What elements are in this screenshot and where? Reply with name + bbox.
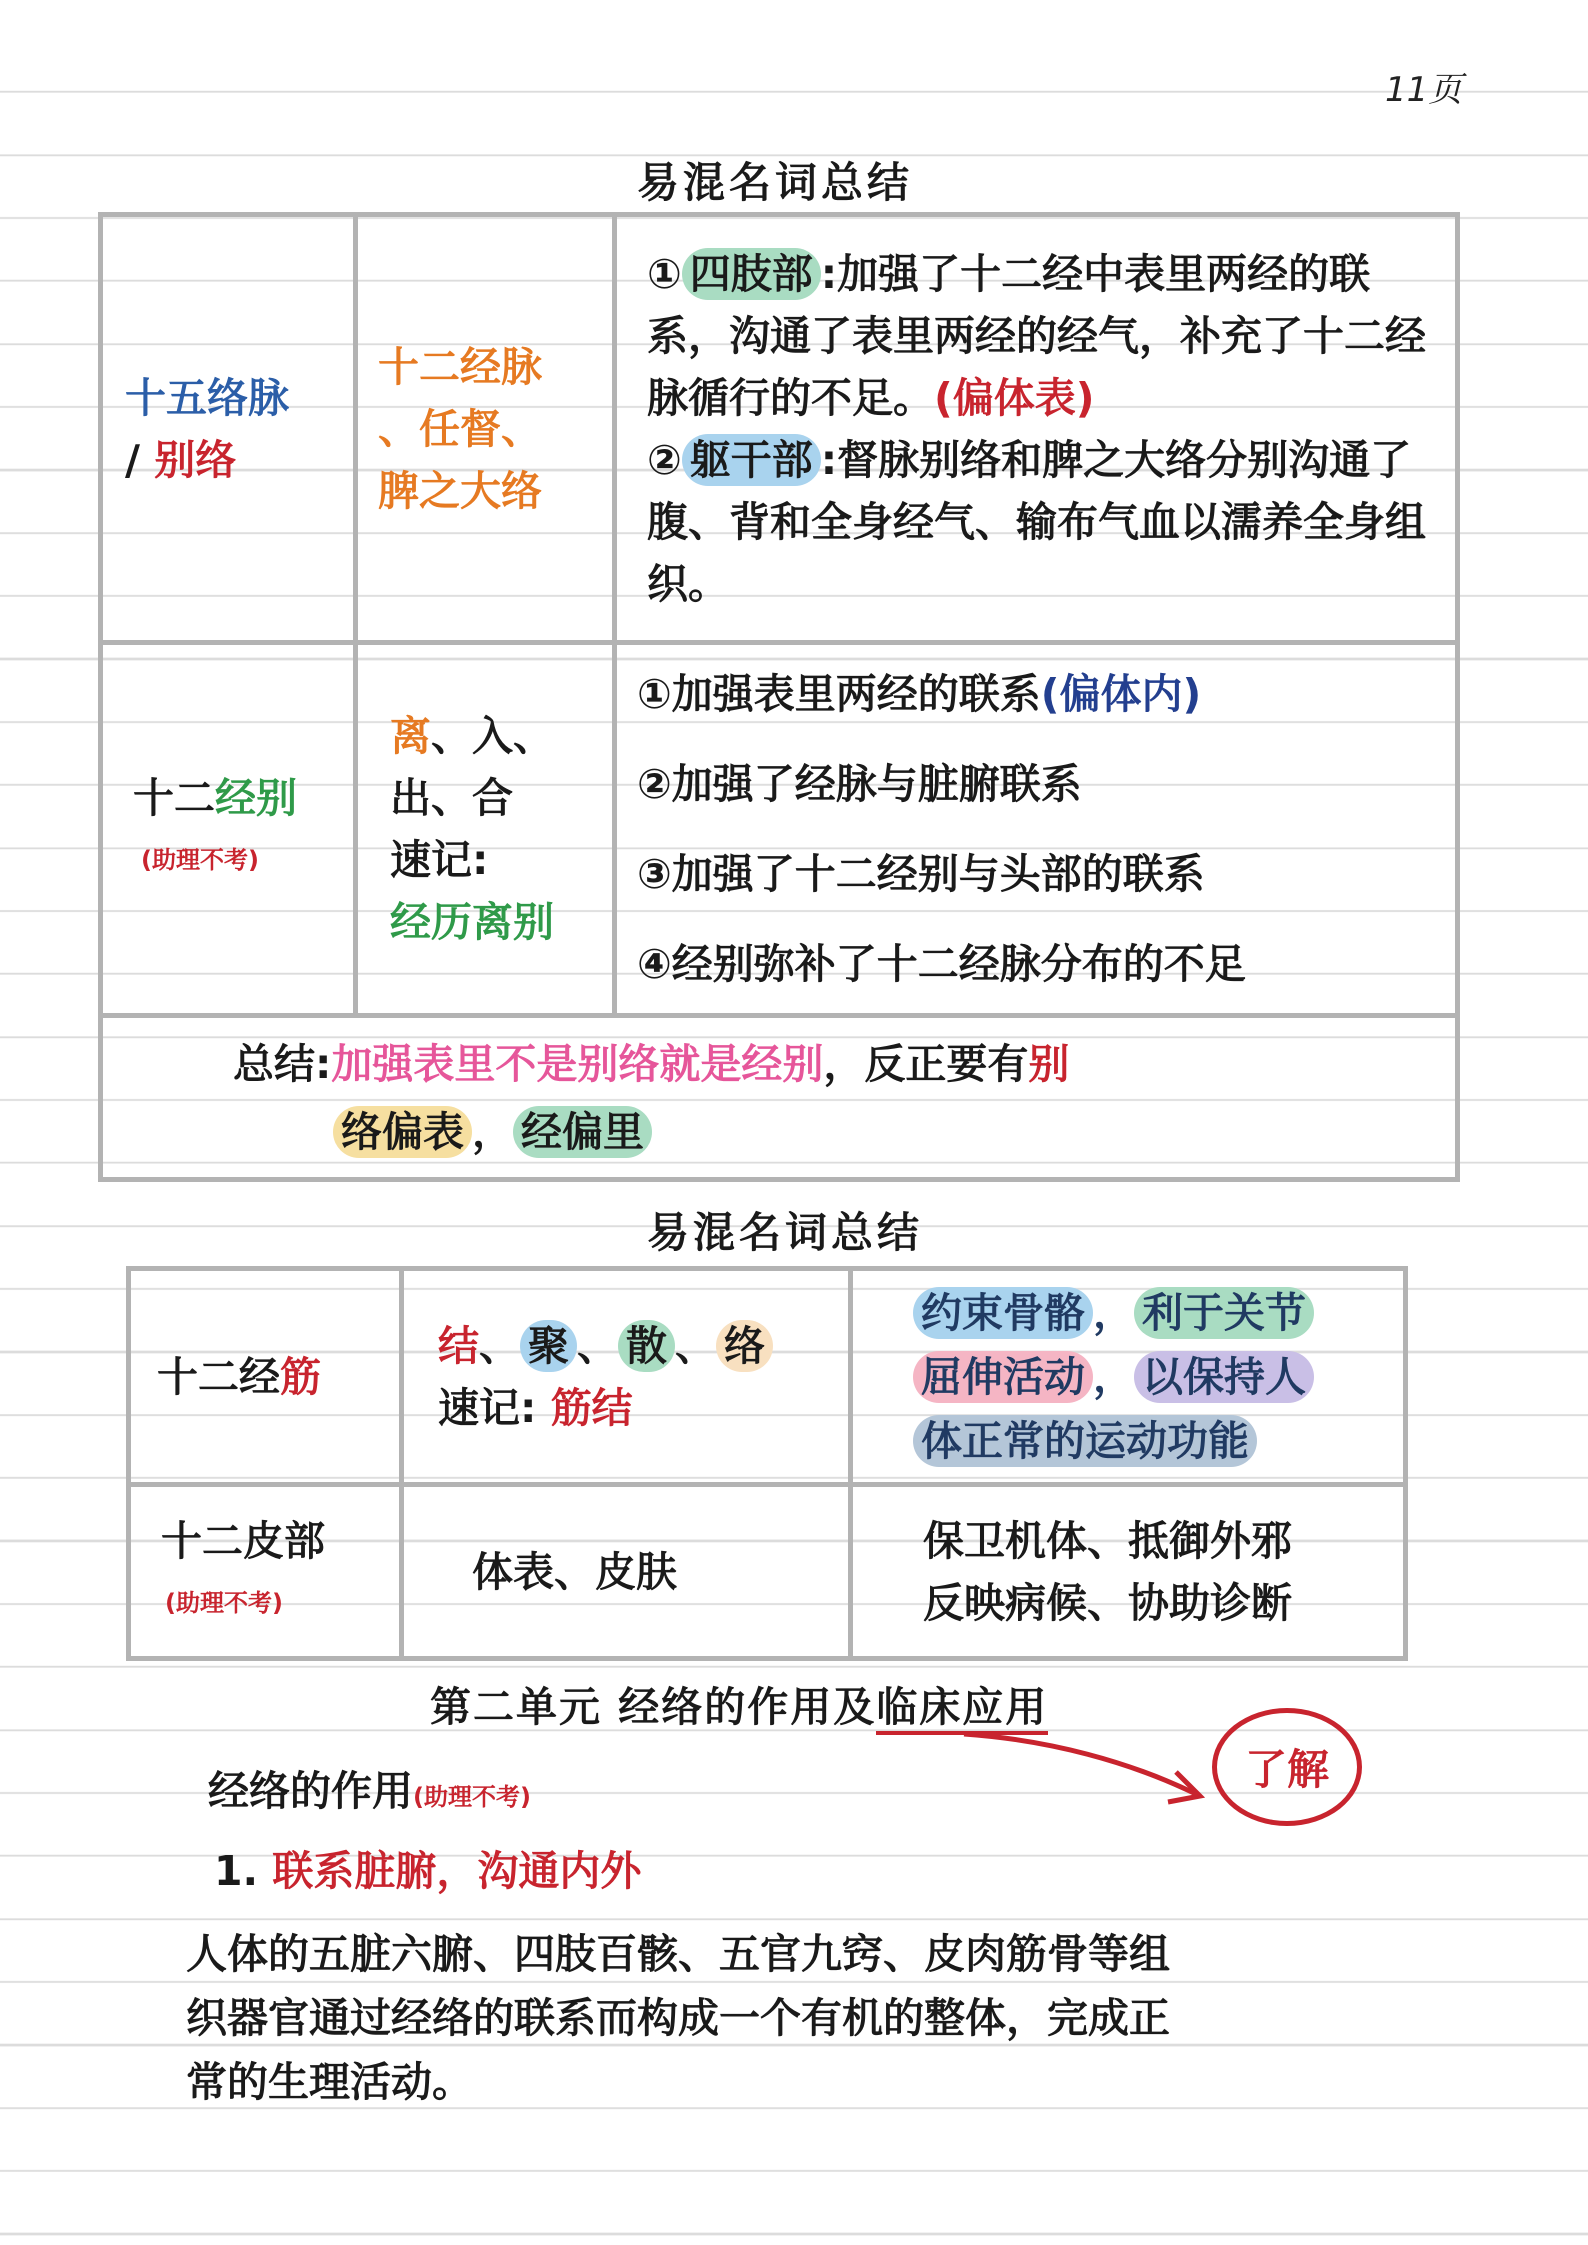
body-surface-note: (偏体表)	[934, 373, 1095, 422]
exam-note: (助理不考)	[413, 1783, 531, 1811]
list-item: ①加强表里两经的联系(偏体内)	[637, 670, 1202, 718]
table1-title: 易混名词总结	[636, 158, 913, 207]
summary-cell: 总结:加强表里不是别络就是经别，反正要有别 络偏表 ， 经偏里	[101, 1016, 1458, 1180]
summary-pink-text: 加强表里不是别络就是经别	[331, 1039, 824, 1088]
page-number: 11页	[1385, 70, 1463, 110]
function-cell	[615, 215, 1458, 643]
term-bieluo: 别络	[154, 435, 237, 484]
source-line: 十二经脉	[378, 342, 542, 391]
function-item-2: ② 躯干部 :督脉别络和脾之大络分别沟通了腹、背和全身经气、输布气血以濡养全身组织。	[647, 435, 1426, 608]
comparison-table-2	[126, 1266, 1408, 1661]
point-heading: 1. 联系脏腑，沟通内外	[214, 1847, 642, 1895]
location-cell: 体表、皮肤	[402, 1485, 851, 1659]
underlined-text: 临床应用	[876, 1683, 1048, 1735]
arrow-icon	[960, 1722, 1220, 1812]
exam-note: (助理不考)	[141, 846, 259, 874]
feature-cell: 结、 聚 、 散 、 络 速记: 筋结	[402, 1269, 851, 1485]
function-item-1: ① 四肢部 :加强了十二经中表里两经的联系，沟通了表里两经的经气，补充了十二经脉循行的不足。(偏体表)	[647, 249, 1426, 422]
term-cell: 十二经筋	[129, 1269, 402, 1485]
highlight-luo: 络偏表	[333, 1106, 472, 1158]
limb-tag: 四肢部	[682, 248, 821, 300]
summary-row	[101, 1016, 1458, 1180]
table-row	[101, 215, 1458, 643]
highlight-jing: 经偏里	[513, 1106, 652, 1158]
sub-heading: 经络的作用(助理不考)	[208, 1767, 531, 1815]
understand-stamp: 了解	[1212, 1708, 1362, 1826]
mnemonic: 筋结	[550, 1383, 633, 1432]
term-jingbie: 经别	[215, 774, 297, 822]
term-cell	[101, 215, 356, 643]
table-row	[129, 1485, 1406, 1659]
table2-title: 易混名词总结	[646, 1208, 923, 1257]
list-item: ②加强了经脉与脏腑联系	[637, 760, 1082, 808]
mnemonic: 经历离别	[390, 898, 554, 946]
exam-note: (助理不考)	[165, 1588, 283, 1617]
body-interior-note: (偏体内)	[1040, 670, 1202, 718]
list-item: ③加强了十二经别与头部的联系	[637, 850, 1205, 898]
function-cell: 保卫机体、抵御外邪 反映病候、协助诊断	[851, 1485, 1406, 1659]
table-row	[101, 643, 1458, 1016]
paragraph: 人体的五脏六腑、四肢百骸、五官九窍、皮肉筋骨等组 织器官通过经络的联系而构成一个有机的整体，完成正 常的生理活动。	[186, 1930, 1170, 2106]
table-row	[129, 1269, 1406, 1485]
source-line: 脾之大络	[378, 466, 542, 515]
term-cell: 十二皮部 (助理不考)	[129, 1485, 402, 1659]
slash-mark: /	[125, 435, 140, 484]
unit-heading: 第二单元 经络的作用及临床应用	[430, 1676, 1048, 1738]
term-jingjin: 筋	[280, 1352, 321, 1401]
feature-cell: 离、入、 出、合 速记: 经历离别	[356, 643, 615, 1016]
function-cell: 约束骨骼 ， 利于关节 屈伸活动 ， 以保持人 体正常的运动功能	[851, 1269, 1406, 1485]
function-cell	[615, 643, 1458, 1016]
list-item: ④经别弥补了十二经脉分布的不足	[637, 940, 1246, 988]
source-cell	[356, 215, 615, 643]
term-luomai: 十五络脉	[125, 373, 289, 422]
comparison-table-1	[98, 212, 1460, 1182]
trunk-tag: 躯干部	[682, 434, 821, 486]
term-cell: 十二经别 (助理不考)	[101, 643, 356, 1016]
source-line: 、任督、	[378, 404, 542, 453]
